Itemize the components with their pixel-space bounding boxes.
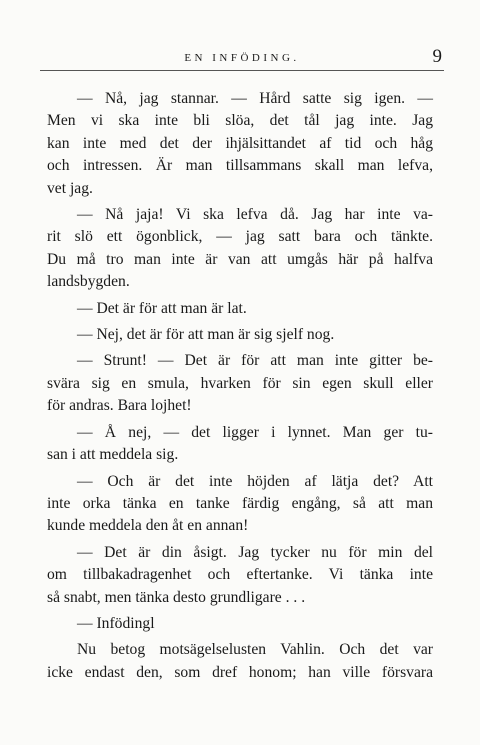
text-line: inte orka tänka en tanke färdig engång, så att man [47, 494, 433, 512]
text-line: för andras. Bara lojhet! [47, 397, 192, 415]
running-head [40, 46, 444, 70]
text-line: vet jag. [47, 179, 93, 197]
text-line: — Infödingl [77, 614, 155, 632]
paragraph [47, 88, 433, 200]
body-text [47, 88, 433, 688]
paragraph [47, 471, 433, 538]
text-line: och intressen. Är man tillsammans skall man lefva, [47, 157, 433, 175]
text-line: icke endast den, som dref honom; han ville försvara [47, 663, 433, 681]
header-rule [40, 70, 444, 71]
text-line: san i att meddela sig. [47, 446, 179, 464]
text-line: — Nå jaja! Vi ska lefva då. Jag har inte va- [77, 206, 433, 224]
text-line: kunde meddela den åt en annan! [47, 517, 249, 535]
paragraph [47, 542, 433, 609]
text-line: Du må tro man inte är van att umgås här på halfva [47, 250, 433, 268]
text-line: Nu betog motsägelselusten Vahlin. Och det var [77, 641, 433, 659]
text-line: svära sig en smula, hvarken för sin egen skull eller [47, 374, 433, 392]
text-line: — Det är din åsigt. Jag tycker nu för min del [77, 543, 433, 561]
text-line: rit slö ett ögonblick, — jag satt bara och tänkte. [47, 228, 433, 246]
text-line: — Nå, jag stannar. — Hård satte sig igen. — [77, 90, 433, 107]
paragraph [47, 324, 433, 346]
text-line: så snabt, men tänka desto grundligare . . . [47, 588, 306, 606]
running-title: EN INFÖDING. [184, 52, 300, 64]
paragraph [47, 298, 433, 320]
paragraph [47, 350, 433, 417]
text-line: kan inte med det der ihjälsittandet af tid och håg [47, 134, 433, 152]
text-line: Men vi ska inte bli slöa, det tål jag inte. Jag [47, 112, 433, 130]
text-line: — Strunt! — Det är för att man inte gitter be- [77, 352, 433, 370]
paragraph [47, 639, 433, 684]
text-line: — Det är för att man är lat. [77, 299, 247, 317]
text-line: — Å nej, — det ligger i lynnet. Man ger tu- [77, 423, 433, 441]
paragraph [47, 204, 433, 294]
paragraph [47, 422, 433, 467]
text-line: landsbygden. [47, 273, 130, 291]
text-line: om tillbakadragenhet och eftertanke. Vi tänka inte [47, 566, 433, 584]
paragraph [47, 613, 433, 635]
text-line: — Nej, det är för att man är sig sjelf nog. [77, 326, 335, 344]
page-number: 9 [432, 46, 442, 67]
text-line: — Och är det inte höjden af lätja det? Att [77, 472, 433, 490]
